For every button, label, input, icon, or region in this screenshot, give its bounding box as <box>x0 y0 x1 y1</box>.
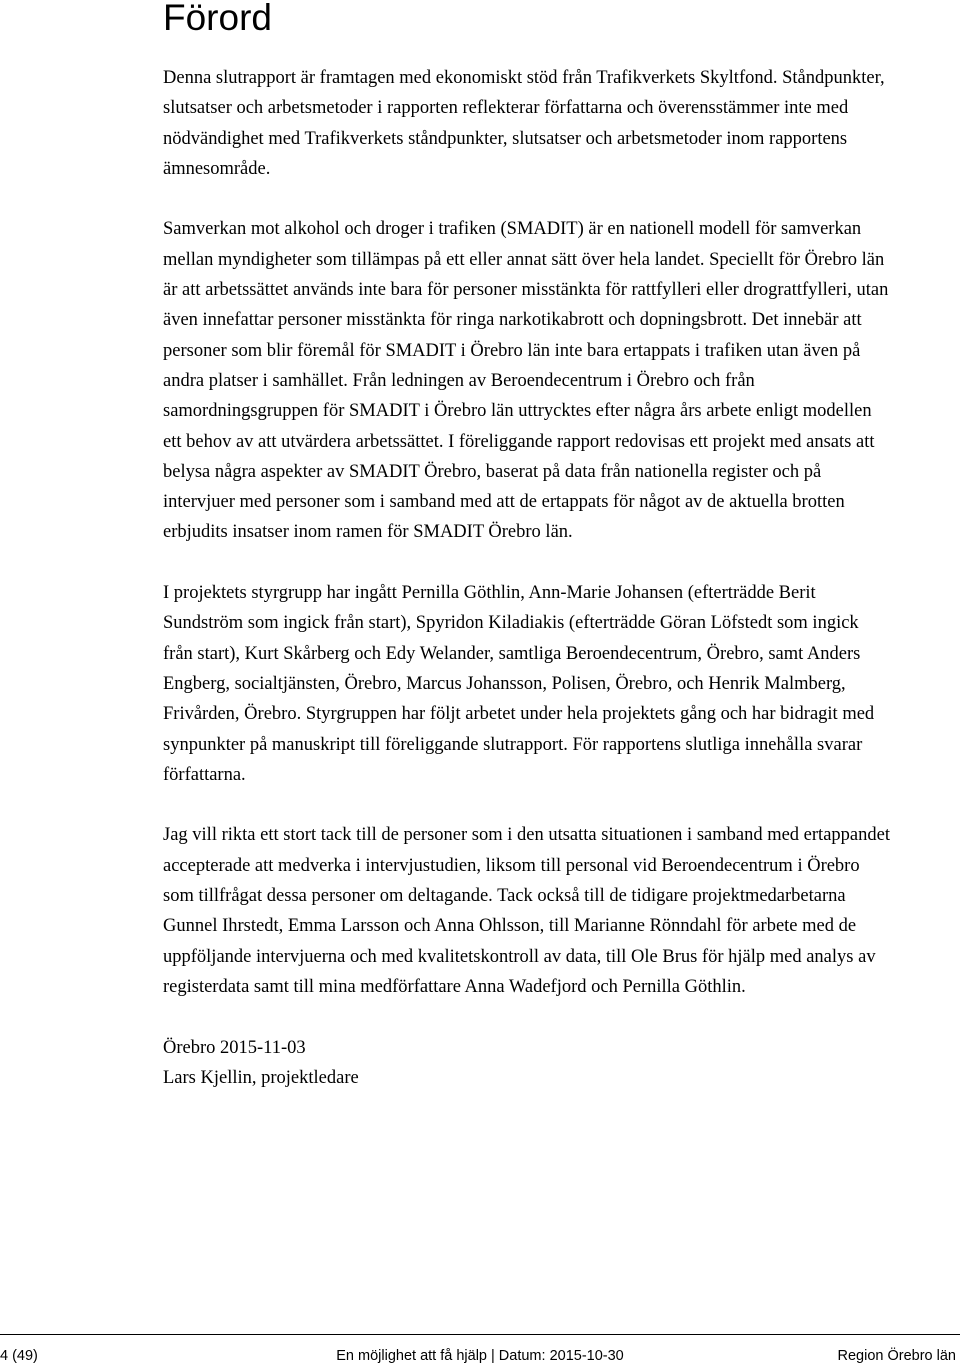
paragraph-funding: Denna slutrapport är framtagen med ekonomiskt stöd från Trafikverkets Skyltfond. Ståndpunkter, slutsatser och arbetsmetoder i rapporten reflekterar författarna och överensstämmer inte med nödvändighet med Trafikverkets ståndpunkter, slutsatser och arbetsmetoder inom rapportens ämnesområde. <box>163 68 885 179</box>
footer-page-number: 4 (49) <box>0 1348 38 1364</box>
page-title: Förord <box>163 0 272 38</box>
signature-block <box>163 1033 893 1094</box>
paragraph-smadit: Samverkan mot alkohol och droger i trafiken (SMADIT) är en nationell modell för samverkan mellan myndigheter som tillämpas på ett eller annat sätt över hela landet. Speciellt för Örebro län är att arbetssättet används inte bara för personer misstänkta för rattfylleri eller drograttfylleri, utan även innefattar personer misstänkta för ringa narkotikabrott och dopningsbrott. Det innebär att personer som blir föremål för SMADIT i Örebro län inte bara ertappats i trafiken utan även på andra platser i samhället. Från ledningen av Beroendecentrum i Örebro och från samordningsgruppen för SMADIT i Örebro län uttrycktes efter några års arbete enligt modellen ett behov av att utvärdera arbetssättet. I föreliggande rapport redovisas ett projekt med ansats att belysa några aspekter av SMADIT Örebro, baserat på data från nationella register och på intervjuer med personer som i samband med att de ertappats för något av de aktuella brotten erbjudits insatser inom ramen för SMADIT Örebro län. <box>163 219 889 543</box>
paragraph-steering-group: I projektets styrgrupp har ingått Pernilla Göthlin, Ann-Marie Johansen (efterträdde Berit Sundström som ingick från start), Spyridon Kiladiakis (efterträdde Göran Löfstedt som ingick från start), Kurt Skårberg och Edy Welander, samtliga Beroendecentrum, Örebro, samt Anders Engberg, socialtjänsten, Örebro, Marcus Johansson, Polisen, Örebro, och Henrik Malmberg, Frivården, Örebro. Styrgruppen har följt arbetet under hela projektets gång och har bidragit med synpunkter på manuskript till föreliggande slutrapport. För rapportens slutliga innehålla svarar författarna. <box>163 583 875 785</box>
footer-organization: Region Örebro län <box>837 1348 956 1364</box>
signature-author: Lars Kjellin, projektledare <box>163 1067 359 1088</box>
footer-divider <box>0 1334 960 1335</box>
document-body <box>163 63 893 1093</box>
page-footer <box>0 1346 960 1366</box>
footer-document-info: En möjlighet att få hjälp | Datum: 2015-10-30 <box>336 1348 624 1364</box>
paragraph-acknowledgements: Jag vill rikta ett stort tack till de personer som i den utsatta situationen i samband med ertappandet accepterade att medverka i intervjustudien, liksom till personal vid Beroendecentrum i Örebro som tillfrågat dessa personer om deltagande. Tack också till de tidigare projektmedarbetarna Gunnel Ihrstedt, Emma Larsson och Anna Ohlsson, till Marianne Rönndahl för arbete med de uppföljande intervjuerna och med kvalitetskontroll av data, till Ole Brus för hjälp med analys av registerdata samt till mina medförfattare Anna Wadefjord och Pernilla Göthlin. <box>163 825 890 997</box>
signature-place-date: Örebro 2015-11-03 <box>163 1037 306 1058</box>
